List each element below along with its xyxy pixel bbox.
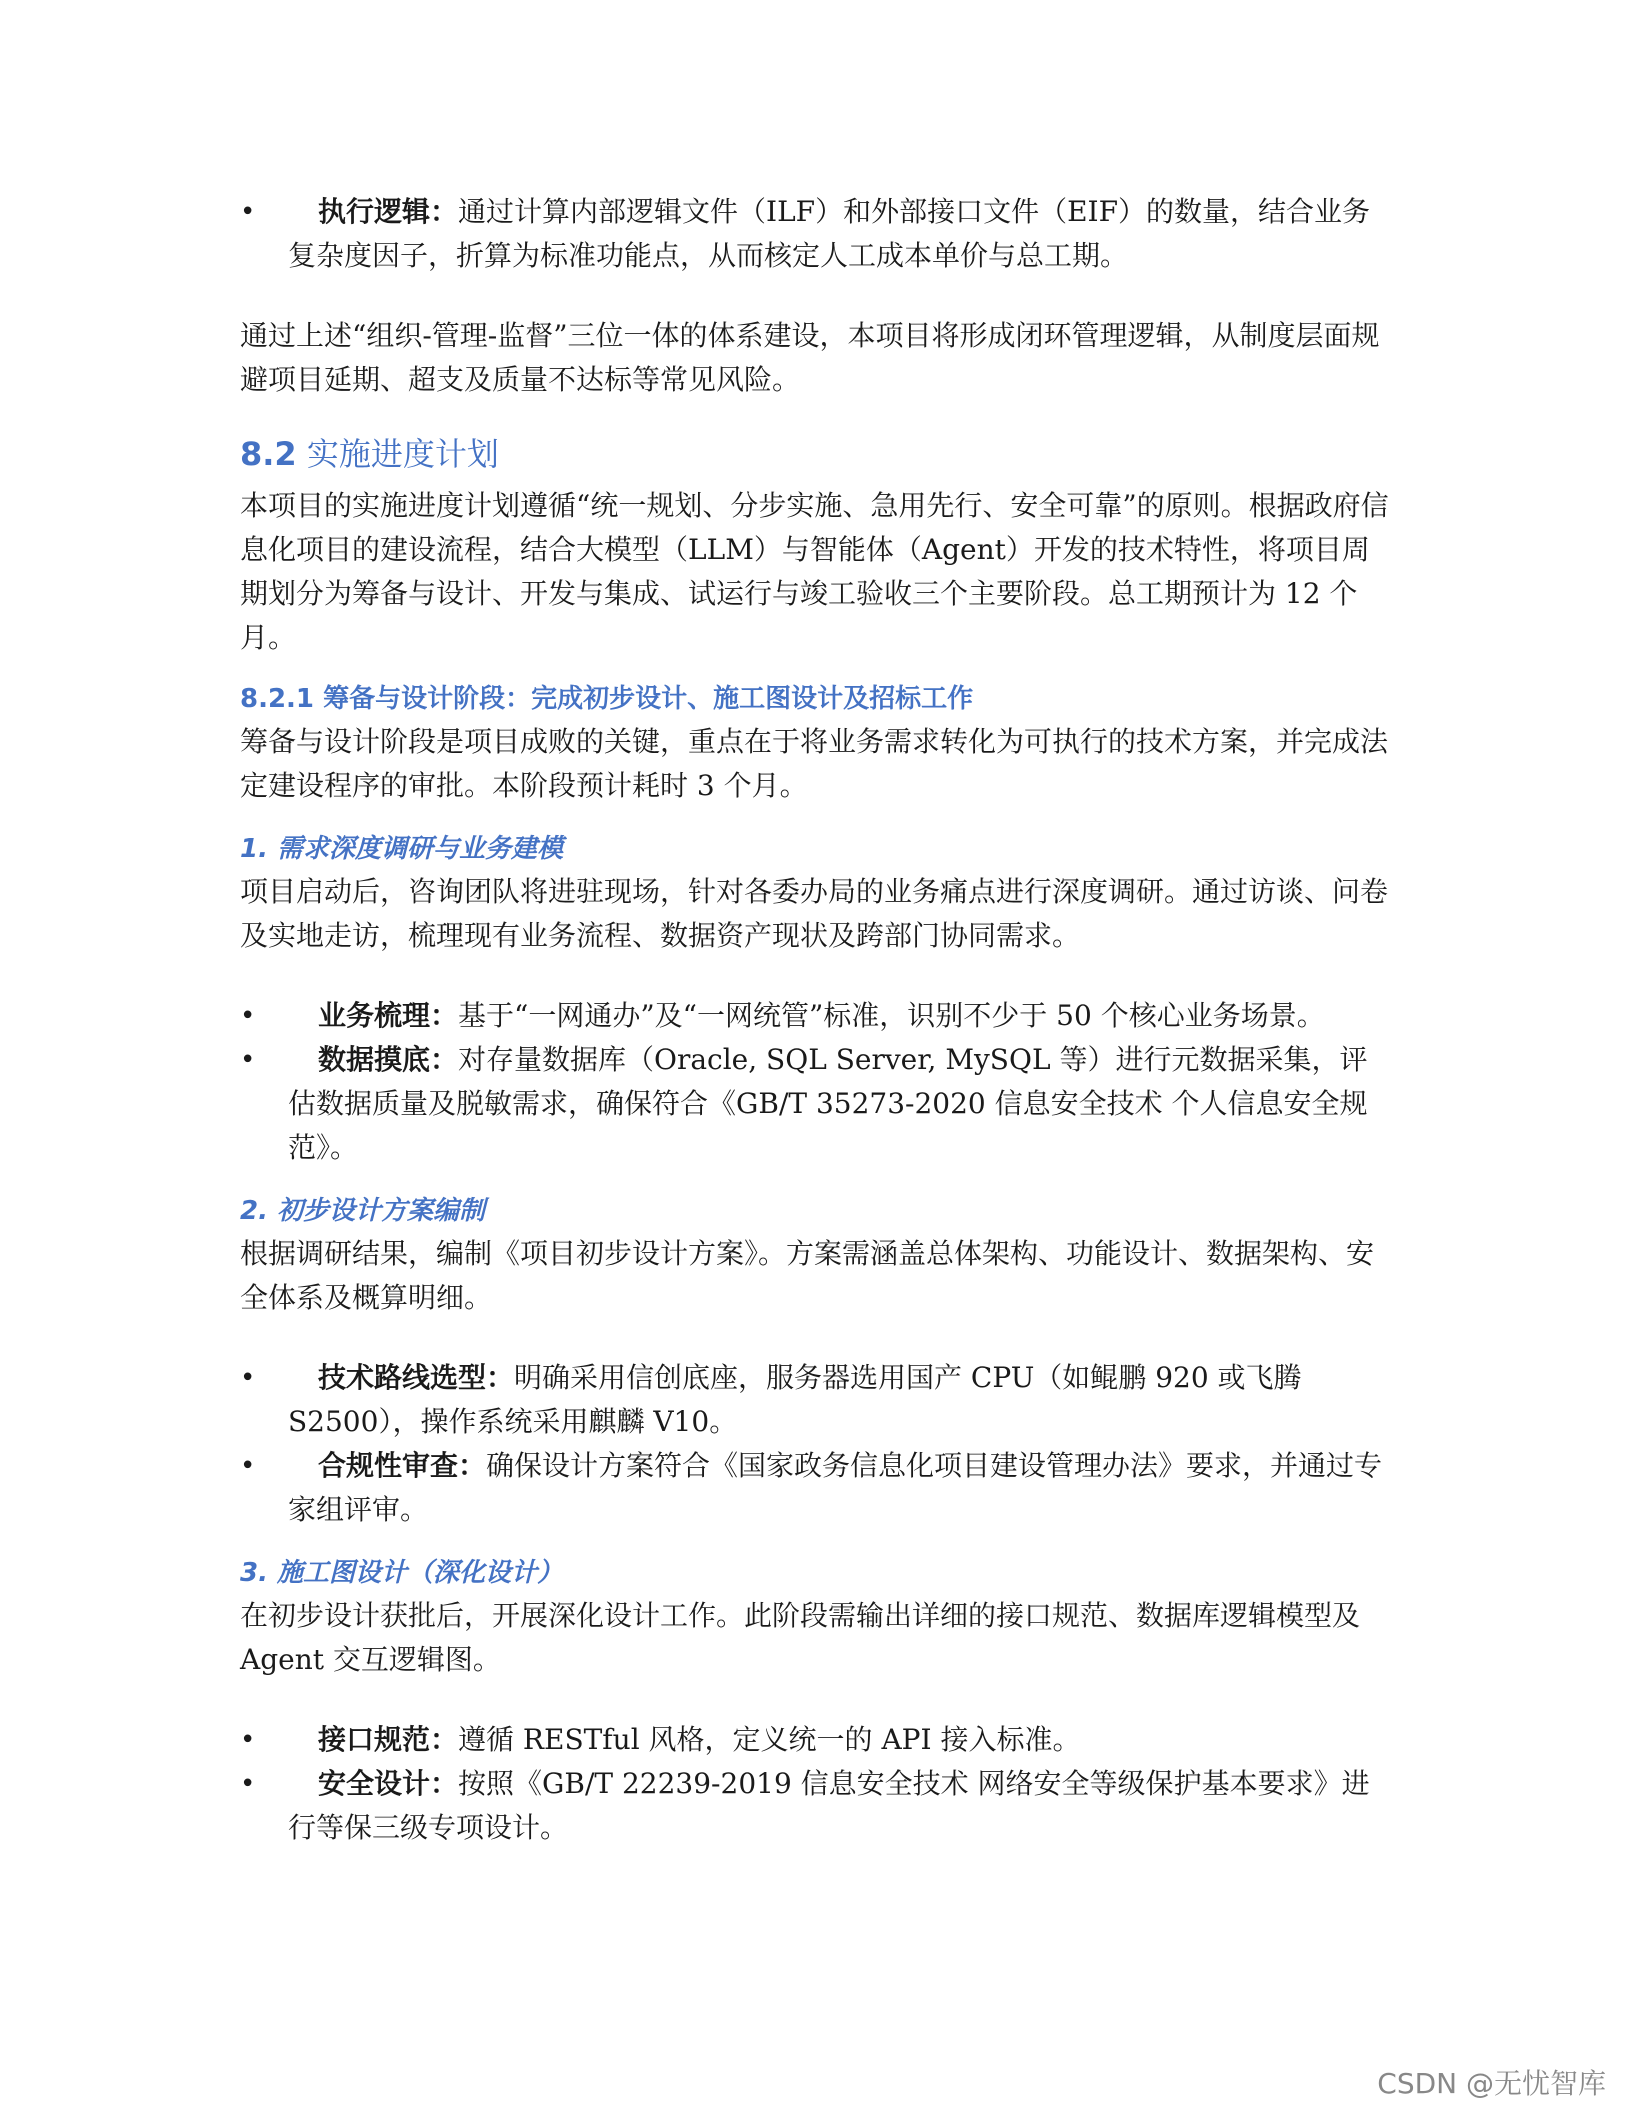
step-heading: 2. 初步设计方案编制 <box>240 1196 486 1226</box>
list-item <box>240 1038 1390 1170</box>
step-heading: 3. 施工图设计（深化设计） <box>240 1558 564 1588</box>
bullet-text: 明确采用信创底座，服务器选用国产 CPU（如鲲鹏 920 或飞腾 S2500），操作系统采用麒麟 V10。 <box>288 1361 1302 1438</box>
list-item <box>240 994 1390 1038</box>
bullet-text: 基于“一网通办”及“一网统管”标准，识别不少于 50 个核心业务场景。 <box>458 999 1325 1032</box>
step-paragraph: 在初步设计获批后，开展深化设计工作。此阶段需输出详细的接口规范、数据库逻辑模型及 Agent 交互逻辑图。 <box>240 1599 1361 1676</box>
bullet-label: 接口规范： <box>318 1723 459 1756</box>
bullet-icon: • <box>240 1363 256 1393</box>
step-bullet-list <box>240 1356 1390 1532</box>
bullet-text: 按照《GB/T 22239-2019 信息安全技术 网络安全等级保护基本要求》进行等保三级专项设计。 <box>288 1767 1370 1844</box>
bullet-icon: • <box>240 1769 256 1799</box>
step-bullet-list <box>240 1718 1390 1850</box>
bullet-text: 通过计算内部逻辑文件（ILF）和外部接口文件（EIF）的数量，结合业务复杂度因子，折算为标准功能点，从而核定人工成本单价与总工期。 <box>288 195 1371 272</box>
list-item <box>240 1444 1390 1532</box>
bullet-label: 数据摸底： <box>318 1043 459 1076</box>
section-paragraph: 本项目的实施进度计划遵循“统一规划、分步实施、急用先行、安全可靠”的原则。根据政府信息化项目的建设流程，结合大模型（LLM）与智能体（Agent）开发的技术特性，将项目周期划分为筹备与设计、开发与集成、试运行与竣工验收三个主要阶段。总工期预计为 12 个月。 <box>240 489 1389 654</box>
step-heading: 1. 需求深度调研与业务建模 <box>240 834 564 864</box>
bullet-text: 遵循 RESTful 风格，定义统一的 API 接入标准。 <box>458 1723 1081 1756</box>
bullet-text: 确保设计方案符合《国家政务信息化项目建设管理办法》要求，并通过专家组评审。 <box>288 1449 1383 1526</box>
step-paragraph: 项目启动后，咨询团队将进驻现场，针对各委办局的业务痛点进行深度调研。通过访谈、问卷及实地走访，梳理现有业务流程、数据资产现状及跨部门协同需求。 <box>240 875 1389 952</box>
bullet-icon: • <box>240 1001 256 1031</box>
list-item <box>240 1718 1390 1762</box>
watermark: CSDN @无忧智库 <box>1377 2067 1606 2100</box>
step-bullet-list <box>240 994 1390 1170</box>
bullet-icon: • <box>240 1451 256 1481</box>
subsection-paragraph: 筹备与设计阶段是项目成败的关键，重点在于将业务需求转化为可执行的技术方案，并完成法定建设程序的审批。本阶段预计耗时 3 个月。 <box>240 725 1389 802</box>
bullet-label: 安全设计： <box>318 1767 459 1800</box>
bullet-label: 业务梳理： <box>318 999 459 1032</box>
bullet-text: 对存量数据库（Oracle, SQL Server, MySQL 等）进行元数据采集，评估数据质量及脱敏需求，确保符合《GB/T 35273-2020 信息安全技术 个人信息安全规范》。 <box>288 1043 1368 1164</box>
bullet-icon: • <box>240 1725 256 1755</box>
section-title: 实施进度计划 <box>306 435 499 473</box>
bullet-label: 合规性审查： <box>318 1449 487 1482</box>
bullet-icon: • <box>240 197 256 227</box>
bullet-label: 执行逻辑： <box>318 195 459 228</box>
bullet-icon: • <box>240 1045 256 1075</box>
intro-bullet-list <box>240 190 1390 278</box>
step-paragraph: 根据调研结果，编制《项目初步设计方案》。方案需涵盖总体架构、功能设计、数据架构、安全体系及概算明细。 <box>240 1237 1375 1314</box>
section-number: 8.2 <box>240 435 297 473</box>
bullet-label: 技术路线选型： <box>318 1361 515 1394</box>
list-item <box>240 190 1390 278</box>
list-item <box>240 1762 1390 1850</box>
document-page <box>240 190 1390 1850</box>
summary-paragraph: 通过上述“组织-管理-监督”三位一体的体系建设，本项目将形成闭环管理逻辑，从制度层面规避项目延期、超支及质量不达标等常见风险。 <box>240 319 1380 396</box>
subsection-heading: 8.2.1 筹备与设计阶段：完成初步设计、施工图设计及招标工作 <box>240 684 974 714</box>
section-heading <box>240 432 1390 476</box>
list-item <box>240 1356 1390 1444</box>
